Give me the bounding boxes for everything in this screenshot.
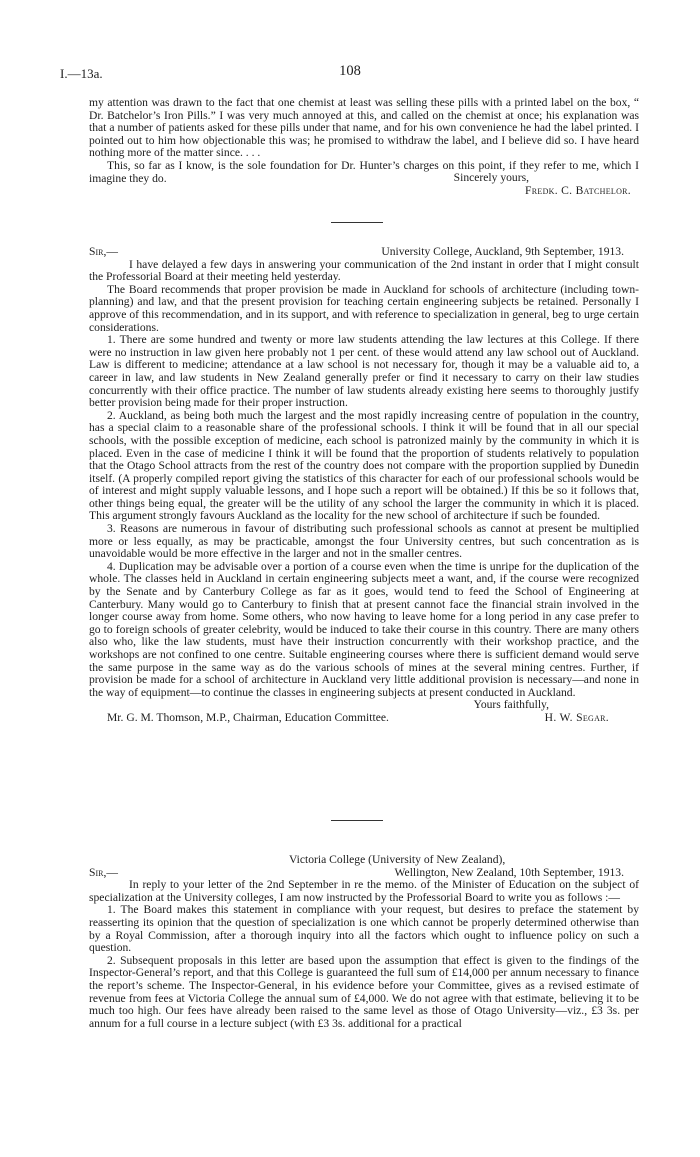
divider: [331, 820, 383, 821]
paragraph: 3. Reasons are numerous in favour of distributing such professional schools as cannot at present be multiplied more or less equally, as may be practicable, amongst the four University centres, but such concentration as is unavoidable would be more effective in the larger and not in the smaller centres.: [89, 522, 639, 561]
letter-address-line: Wellington, New Zealand, 10th September, 1913.: [394, 865, 624, 879]
paragraph: This, so far as I know, is the sole foundation for Dr. Hunter’s charges on this point, if they refer to me, which I imagine they do.: [89, 158, 639, 185]
addressee: Mr. G. M. Thomson, M.P., Chairman, Education Committee.: [107, 710, 389, 724]
salutation: Sir,—: [89, 245, 118, 258]
closing: Yours faithfully,: [473, 698, 549, 712]
signature: H. W. Segar.: [544, 710, 609, 724]
letter-batchelor: [89, 97, 639, 197]
letter-address-line: Victoria College (University of New Zealand),: [289, 853, 506, 866]
page-number: 108: [339, 63, 361, 79]
paragraph: my attention was drawn to the fact that one chemist at least was selling these pills with a printed label on the box, “ Dr. Batchelor’s Iron Pills.” I was very much annoyed at this, and called on the chemist at once; his explanation was that a number of patients asked for these pills under that name, and for his own convenience he had the label printed. I pointed out to him how objectionable this was; he promised to withdraw the label, and I believe did so. I have heard nothing more of the matter since. . . .: [89, 96, 639, 160]
letter-victoria-college: [89, 854, 639, 1030]
paragraph: 2. Auckland, as being both much the largest and the most rapidly increasing centre of population in the country, has a special claim to a reasonable share of the professional schools. I think it will be found that in all our special schools, with the possible exception of medicine, each school is patronized mainly by the community in which it is placed. Even in the case of medicine I think it will be found that the proportion of students relatively to population that the Otago School attracts from the rest of the country does not compare with the proportion supplied by Dunedin itself. (A properly compiled report giving the statistics of this character for each of our professional schools would be of interest and might supply valuable lessons, and I hope such a report will be obtained.) If this be so it follows that, other things being equal, the greater will be the utility of any school the larger the community in which it is placed. This argument strongly favours Auckland as the locality for the new school of architecture if such be founded.: [89, 408, 639, 523]
paragraph: 1. There are some hundred and twenty or more law students attending the law lectures at this College. If there were no instruction in law given here probably not 1 per cent. of these would attend any law school out of Auckland. Law is different to medicine; attendance at a law school is not necessary for, though it may be a valuable aid to, a career in law, and law students in New Zealand generally prefer or find it necessary to carry on their law studies concurrently with their office practice. The number of law students already existing here seems to thoroughly justify better provision being made for their proper instruction.: [89, 333, 639, 410]
document-reference: I.—13a.: [60, 66, 103, 81]
letter-segar: [89, 246, 639, 725]
paragraph: The Board recommends that proper provision be made in Auckland for schools of architecture (including town-planning) and law, and that the present provision for teaching certain engineering subjects be retained. Personally I approve of this recommendation, and in its support, and with reference to specialization in general, beg to urge certain considerations.: [89, 282, 639, 334]
salutation: Sir,—: [89, 865, 118, 879]
paragraph: In reply to your letter of the 2nd September in re the memo. of the Minister of Education on the subject of specialization at the University colleges, I am now instructed by the Professorial Board to write you as follows :—: [89, 878, 639, 904]
letter-address: University College, Auckland, 9th September, 1913.: [381, 245, 624, 258]
divider: [331, 222, 383, 223]
closing: Sincerely yours,: [453, 171, 529, 185]
paragraph: I have delayed a few days in answering your communication of the 2nd instant in order that I might consult the Professorial Board at their meeting held yesterday.: [89, 257, 639, 284]
paragraph: 4. Duplication may be advisable over a portion of a course even when the time is unripe for the duplication of the whole. The classes held in Auckland in certain engineering subjects meet a want, and, if the course were recognized by the Senate and by Canterbury College as far as it goes, would tend to feed the School of Engineering at Canterbury. Many would go to Canterbury to finish that at present cannot face the financial strain involved in the longer course away from home. Some others, who now having to leave home for a long period in any case prefer to go to foreign schools of greater celebrity, would be induced to take their course in this country. There are many others also who, like the law students, must have their instruction concurrently with their workshop practice, and the workshops are not confined to one centre. Suitable engineering courses where there is sufficient demand would serve the same purpose in the same way as do the various schools of mines at the several mining centres. Further, if provision be made for a school of architecture in Auckland very little additional provision is necessary—and none in the way of equipment—to continue the classes in engineering subjects at present conducted in Auckland.: [89, 559, 639, 699]
paragraph: 1. The Board makes this statement in compliance with your request, but desires to preface the statement by reasserting its opinion that the question of specialization is one which cannot be properly determined otherwise than by a Royal Commission, after a thorough inquiry into all the factors which ought to influence policy on such a question.: [89, 903, 639, 955]
signature: Fredk. C. Batchelor.: [525, 183, 631, 197]
paragraph: 2. Subsequent proposals in this letter are based upon the assumption that effect is given to the findings of the Inspector-General’s report, and that this College is guaranteed the full sum of £14,000 per annum necessary to finance the report’s scheme. The Inspector-General, in his evidence before your Committee, gives as a revised estimate of revenue from fees at Victoria College the annual sum of £4,000. We do not agree with that estimate, believing it to be much too high. Our fees have already been raised to the same level as those of Otago University—viz., £3 3s. per annum for a full course in a lecture subject (with £3 3s. additional for a practical: [89, 953, 639, 1030]
